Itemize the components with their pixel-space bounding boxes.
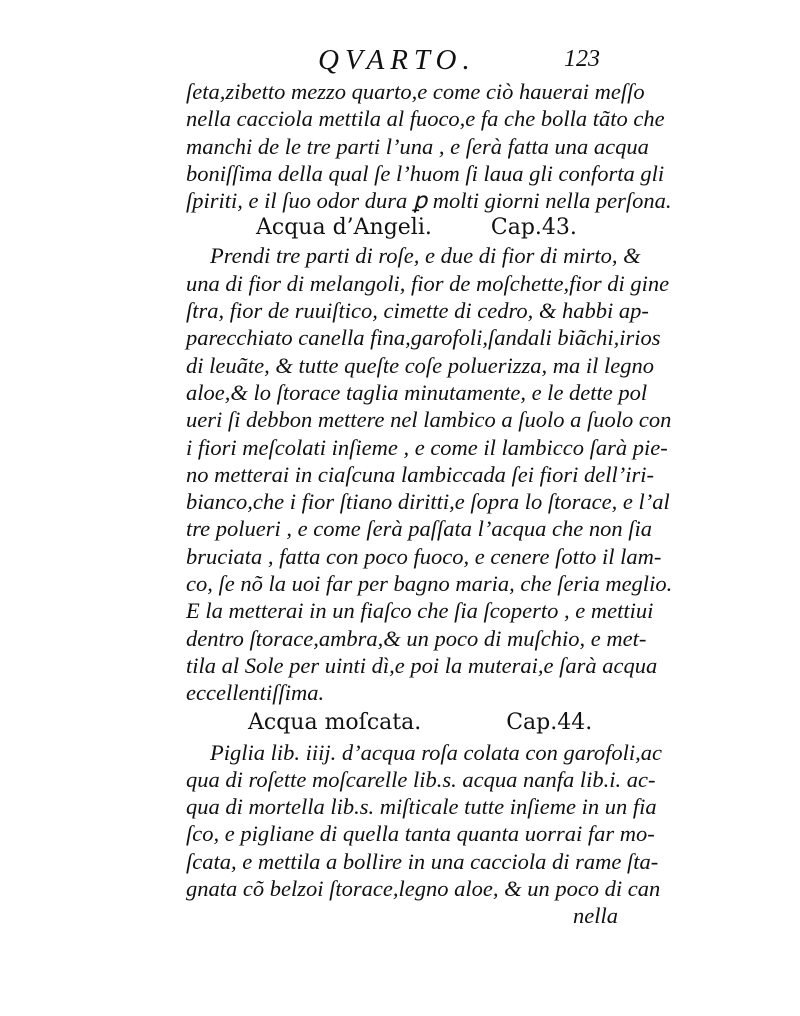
text-line: qua di mortella lib.s. miſticale tutte inſieme in un fia	[186, 794, 657, 820]
text-line: dentro ſtorace,ambra,& un poco di muſchio, e met-	[186, 625, 647, 651]
text-line: ſcata, e mettila a bollire in una cacciola di rame ſta-	[186, 848, 659, 874]
text-line: no metterai in ciaſcuna lambiccada ſei fiori dell’iri-	[186, 461, 655, 487]
text-line: tila al Sole per uinti dì,e poi la muterai,e ſarà acqua	[186, 652, 658, 678]
chapter-43-title: Acqua d’Angeli.	[256, 215, 432, 241]
text-line: tre polueri , e come ſerà paſſata l’acqua che non ſia	[186, 516, 652, 542]
page-number: 123	[564, 46, 600, 72]
text-line: bruciata , fatta con poco fuoco, e cenere ſotto il lam-	[186, 543, 662, 569]
body-text	[186, 78, 673, 930]
text-line: qua di roſette moſcarelle lib.s. acqua nanfa lib.i. ac-	[186, 766, 656, 792]
text-line: Prendi tre parti di roſe, e due di fior di mirto, &	[210, 243, 641, 269]
text-line: di leuãte, & tutte queſte coſe poluerizza, ma il legno	[186, 352, 655, 378]
text-line: i fiori meſcolati inſieme , e come il lambicco ſarà pie-	[186, 434, 668, 460]
chapter-44-number: Cap.44.	[506, 709, 593, 735]
text-line: parecchiato canella fina,garofoli,ſandali biãchi,irios	[186, 325, 661, 351]
text-line: co, ſe nõ la uoi far per bagno maria, che ſeria meglio.	[186, 571, 673, 597]
text-line: ueri ſi debbon mettere nel lambico a ſuolo a ſuolo con	[186, 407, 672, 433]
text-line: manchi de le tre parti l’una , e ſerà fatta una acqua	[186, 133, 649, 159]
text-line: bianco,che i fior ſtiano diritti,e ſopra lo ſtorace, e l’al	[186, 489, 670, 515]
catchword: nella	[573, 903, 618, 929]
page-header	[318, 44, 618, 80]
text-line: ſco, e pigliane di quella tanta quanta uorrai far mo-	[186, 821, 655, 847]
chapter-43-number: Cap.43.	[490, 215, 577, 241]
text-line: aloe,& lo ſtorace taglia minutamente, e le dette pol	[186, 379, 648, 405]
chapter-44-title: Acqua moſcata.	[248, 709, 422, 735]
running-title: QVARTO.	[318, 44, 476, 76]
text-line: E la metterai in un fiaſco che ſia ſcoperto , e mettiui	[186, 598, 654, 624]
text-line: una di fior di melangoli, fior de moſchette,fior di gine	[186, 270, 670, 296]
text-line: nella cacciola mettila al fuoco,e fa che bolla tãto che	[186, 106, 665, 132]
text-line: ſpiriti, e il ſuo odor dura ꝑ molti giorni nella perſona.	[186, 188, 672, 214]
text-line: ſeta,zibetto mezzo quarto,e come ciò hauerai meſſo	[186, 79, 645, 104]
text-line: gnata cõ belzoi ſtorace,legno aloe, & un poco di can	[186, 876, 661, 902]
text-line: boniſſima della qual ſe l’huom ſi laua gli conforta gli	[186, 160, 665, 186]
chapter-44-heading	[186, 709, 642, 737]
text-line: eccellentiſſima.	[186, 680, 325, 706]
text-line: ſtra, fior de ruuiſtico, cimette di cedro, & habbi ap-	[186, 298, 649, 324]
text-line: Piglia lib. iiij. d’acqua roſa colata con garofoli,ac	[210, 739, 663, 765]
chapter-43-heading	[186, 214, 642, 242]
